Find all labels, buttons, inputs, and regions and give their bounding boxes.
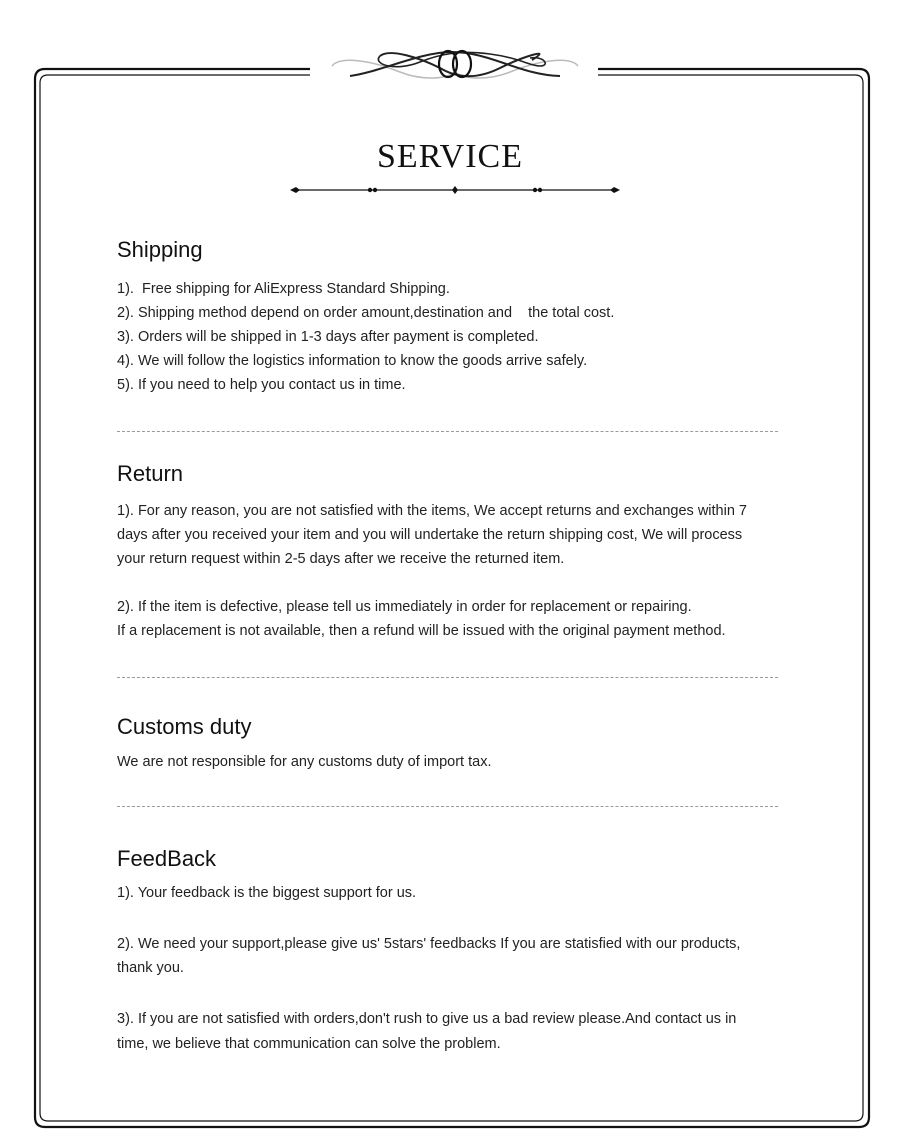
feedback-heading: FeedBack xyxy=(117,846,217,871)
feedback-line: 1). Your feedback is the biggest support for us. xyxy=(117,885,417,901)
flourish-ornament xyxy=(332,51,578,78)
return-line: 2). If the item is defective, please tell us immediately in order for replacement or repairing. xyxy=(117,599,692,615)
feedback-line: 2). We need your support,please give us' 5stars' feedbacks If you are statisfied with our products, xyxy=(117,936,741,952)
return-heading: Return xyxy=(117,461,184,486)
section-divider xyxy=(117,806,778,807)
section-divider xyxy=(117,677,778,678)
return-line: days after you received your item and you will undertake the return shipping cost, We will process xyxy=(117,527,743,543)
shipping-line: 5). If you need to help you contact us in time. xyxy=(117,377,406,393)
return-line: your return request within 2-5 days after we receive the returned item. xyxy=(117,551,565,567)
section-divider xyxy=(117,431,778,432)
shipping-line: 1). Free shipping for AliExpress Standard Shipping. xyxy=(117,281,450,297)
shipping-line: 3). Orders will be shipped in 1-3 days after payment is completed. xyxy=(117,329,539,345)
page-title: SERVICE xyxy=(377,138,523,175)
feedback-line: 3). If you are not satisfied with orders,don't rush to give us a bad review please.And contact us in xyxy=(117,1011,737,1027)
return-line: 1). For any reason, you are not satisfied with the items, We accept returns and exchanges within 7 xyxy=(117,503,747,519)
feedback-line: thank you. xyxy=(117,960,184,976)
shipping-heading: Shipping xyxy=(117,237,203,262)
customs-line: We are not responsible for any customs duty of import tax. xyxy=(117,754,492,770)
title-divider-ornament xyxy=(290,186,620,194)
shipping-line: 4). We will follow the logistics information to know the goods arrive safely. xyxy=(117,353,588,369)
shipping-line: 2). Shipping method depend on order amount,destination and the total cost. xyxy=(117,305,615,321)
return-line: If a replacement is not available, then a refund will be issued with the original payment method. xyxy=(117,623,726,639)
feedback-line: time, we believe that communication can solve the problem. xyxy=(117,1036,501,1052)
customs-heading: Customs duty xyxy=(117,714,252,739)
